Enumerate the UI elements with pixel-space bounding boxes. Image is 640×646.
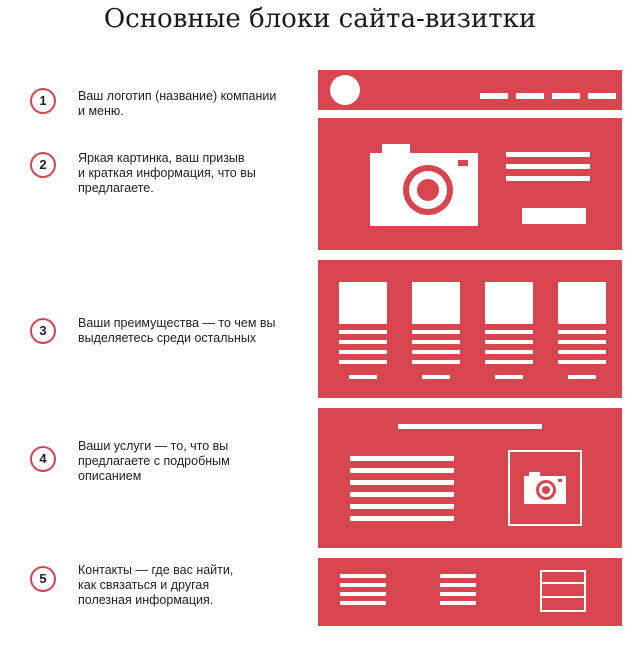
card-image-icon: [558, 282, 606, 324]
card-image-icon: [339, 282, 387, 324]
contacts-block: [318, 558, 622, 626]
step-number: 4: [30, 446, 56, 472]
card-image-icon: [485, 282, 533, 324]
step-number: 5: [30, 566, 56, 592]
camera-icon: [370, 144, 478, 226]
step-number: 2: [30, 152, 56, 178]
step-number: 3: [30, 318, 56, 344]
header-block: [318, 70, 622, 110]
card-image-icon: [412, 282, 460, 324]
step-description: Контакты — где вас найти, как связаться и другая полезная информация.: [78, 563, 234, 607]
hero-block: [318, 118, 622, 250]
services-block: [318, 408, 622, 548]
step-description: Яркая картинка, ваш призыв и краткая информация, что вы предлагаете.: [78, 151, 256, 195]
advantages-block: [318, 260, 622, 398]
camera-icon: [524, 472, 566, 504]
cta-button-icon: [522, 208, 586, 224]
step-description: Ваши услуги — то, что вы предлагаете с подробным описанием: [78, 439, 230, 483]
step-description: Ваши преимущества — то чем вы выделяетесь среди остальных: [78, 316, 276, 345]
logo-circle-icon: [330, 75, 360, 105]
section-heading-line: [398, 424, 542, 429]
step-description: Ваш логотип (название) компании и меню.: [78, 89, 277, 118]
diagram-title: Основные блоки сайта-визитки: [103, 4, 537, 34]
step-number: 1: [30, 88, 56, 114]
